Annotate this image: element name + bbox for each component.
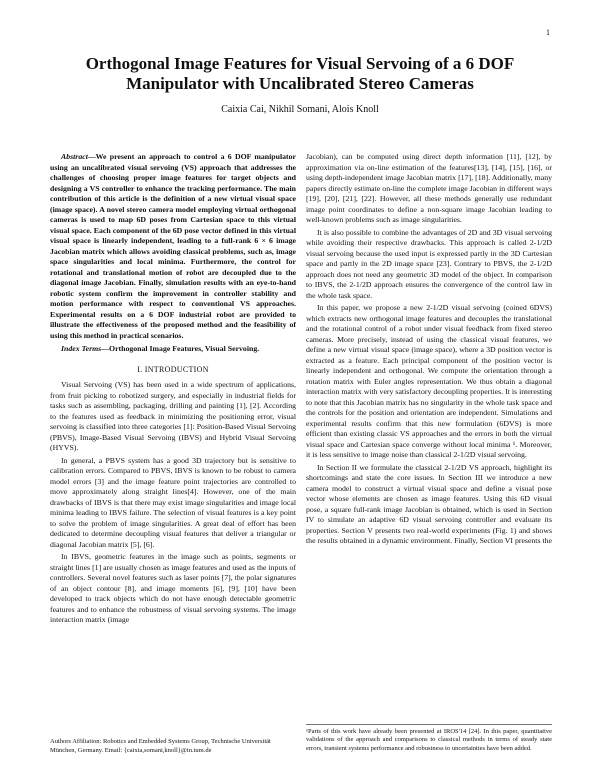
author-affiliation: Authors Affiliation: Robotics and Embedded Systems Group, Technische Universität München, Germany. Email: {caixia,somani,knoll}@in.tum.de (50, 738, 271, 754)
section-heading-introduction: I. INTRODUCTION (137, 364, 209, 374)
abstract-lead: Abstract (61, 152, 88, 161)
abstract-text: —We present an approach to control a 6 DOF manipulator using an uncalibrated visual servoing (VS) approach that addresses the challenges of choosing proper image features for target objects and designing a VS controller to enhance the tracking performance. The main contribution of this article is the definition of a new virtual visual space (image space). A novel stereo camera model employing virtual orthogonal cameras is used to map 6D poses from Cartesian space to this virtual visual space. Each component of the 6D pose vector defined in this virtual visual space is linearly independent, leading to a full-rank 6 × 6 image Jacobian matrix which allows avoiding classical problems, such as, image space singularities and local minima. Furthermore, the control for rotational and translational motion of robot are decoupled due to the diagonal image Jacobian. Finally, simulation results with an eye-to-hand robotic system confirm the improvement in controller stability and motion performance with respect to conventional VS approaches. Experimental results on a 6 DOF industrial robot are provided to illustrate the effectiveness of the proposed method and the feasibility of using this method in practical scenarios. (50, 152, 296, 340)
paper-title: Orthogonal Image Features for Visual Servoing of a 6 DOF Manipulator with Uncalibrated Stereo Cameras (85, 54, 515, 93)
author-list: Caixia Cai, Nikhil Somani, Alois Knoll (221, 104, 379, 115)
index-terms-text: —Orthogonal Image Features, Visual Servoing. (101, 344, 260, 353)
page-number: 1 (546, 28, 550, 37)
left-column (50, 152, 296, 628)
right-paragraph-4: In Section II we formulate the classical 2-1/2D VS approach, highlight its shortcomings and state the core issues. In Section III we introduce a new camera model to construct a virtual visual space and define a visual pose vector whose elements are chosen as image features. Using this 6D visual pose, a square full-rank image Jacobian is obtained, which is used in Section IV to simulate an adaptive 6D visual servoing controller and evaluate its properties. Section V presents two real-world experiments (Fig. 1) and shows the results obtained in a dynamic environment. Finally, Section VI presents the (306, 462, 552, 545)
left-paragraph-3: In IBVS, geometric features in the image such as points, segments or straight lines [1] are usually chosen as image features and used as the inputs of controllers. Several novel features such as laser points [7], the polar signatures of an object contour [8], and image moments [6], [9], [10] have been developed to track objects which do not have enough detectable geometric features and to enhance the robustness of visual servoing systems. The image interaction matrix (image (50, 552, 296, 624)
footnote: ¹Parts of this work have already been presented at IROS'14 [24]. In this paper, quantitative validations of the approach and comparisons to classical methods in terms of steady state errors, transient systems performance and robustness to uncertainties have been added. (306, 724, 552, 753)
right-column (306, 152, 552, 549)
right-paragraph-1: Jacobian), can be computed using direct depth information [11], [12], by approximation via on-line estimation of the features[13], [14], [15], [16], or using depth-independent image Jacobian matrix [17], [18]. Additionally, many papers directly estimate on-line the complete image Jacobian in different ways [19], [20], [21], [22]. However, all these methods generally use redundant image point coordinates to define a non-square image Jacobian leading to well-known problems such as image singularities. (306, 152, 552, 224)
abstract (50, 152, 296, 341)
right-paragraph-3: In this paper, we propose a new 2-1/2D visual servoing (coined 6DVS) which extracts new orthogonal image features and decouples the translational and the rotational control of a robot under visual feedback from fixed stereo cameras. More precisely, instead of using the classical visual features, we define a new virtual visual space (image space), where a 3D position vector is extracted as a feature. Each principal component of the position vector is linearly independent and orthogonal. We compute the orientation through a rotation matrix with Euler angles representation. We thus obtain a diagonal interaction matrix with very satisfactory decoupling properties. It is interesting to note that this Jacobian matrix has no singularity in the whole task space and the controls for the position and orientation are independent. Simulations and experimental results confirm that this new formulation (6DVS) is more efficient than existing classic VS approaches and the errors in both the virtual visual space and Cartesian space converge without local minima ¹. Moreover, it is less sensitive to image noise than classical 2-1/2D visual servoing. (306, 303, 552, 459)
index-terms-lead: Index Terms (61, 344, 102, 353)
left-paragraph-2: In general, a PBVS system has a good 3D trajectory but is sensitive to calibration errors. Compared to PBVS, IBVS is known to be robust to camera model errors [3] and the image feature point trajectories are controlled to move approximately along straight lines[4]. However, one of the main drawbacks of IBVS is that there may exist image singularities and image local minima leading to IBVS failure. The selection of visual features is a key point to solve the problem of image singularities. A great deal of effort has been dedicated to determine decoupling visual features that deliver a triangular or diagonal Jacobian matrix [5], [6]. (50, 455, 296, 549)
right-paragraph-2: It is also possible to combine the advantages of 2D and 3D visual servoing while avoiding their respective drawbacks. This approach is called 2-1/2D visual servoing because the used input is expressed partly in the 3D Cartesian space and partly in the 2D image space [23]. Contrary to PBVS, the 2-1/2D approach does not need any geometric 3D model of the object. In comparison to IBVS, the 2-1/2D approach ensures the convergence of the control law in the whole task space. (306, 227, 552, 300)
index-terms (50, 344, 296, 355)
left-paragraph-1: Visual Servoing (VS) has been used in a wide spectrum of applications, from fruit picking to robotized surgery, and especially in industrial fields for tasks such as assembling, packaging, drilling and painting [1], [2]. According to the features used as feedback in minimizing the positioning error, visual servoing is classified into three categories [1]: Position-Based Visual Servoing (PBVS), Image-Based Visual Servoing (IBVS) and Hybrid Visual Servoing (HYVS). (50, 380, 296, 452)
